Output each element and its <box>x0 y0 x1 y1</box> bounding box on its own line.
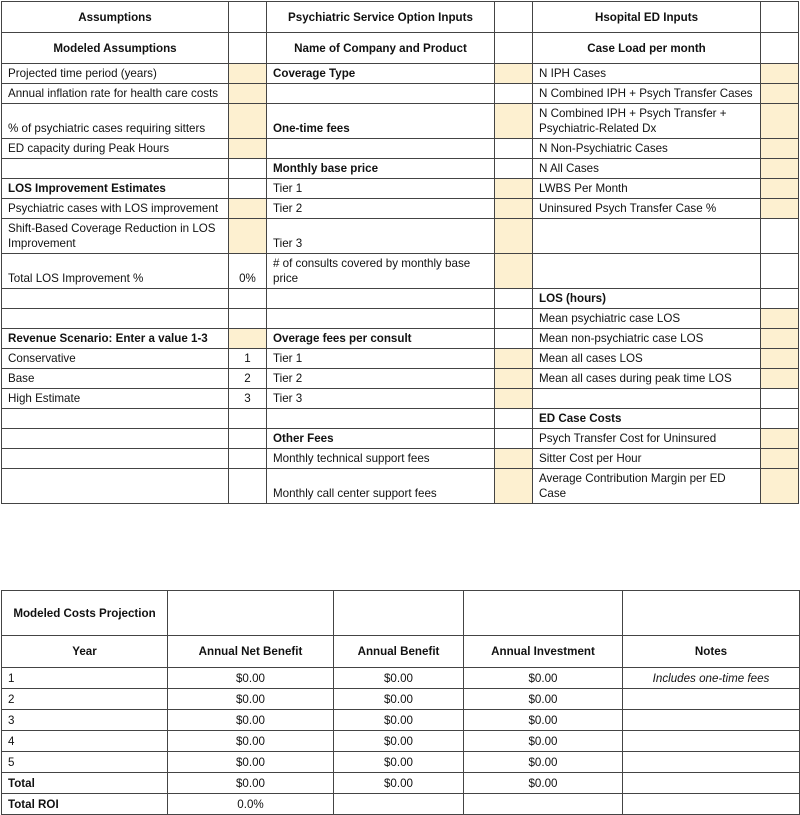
sitter-cost-input[interactable] <box>761 449 799 469</box>
table-row <box>2 668 800 689</box>
n-iph-input[interactable] <box>761 64 799 84</box>
conservative-label: Conservative <box>2 349 229 369</box>
sitter-cost-label: Sitter Cost per Hour <box>533 449 761 469</box>
overage-tier3-input[interactable] <box>495 389 533 409</box>
net-benefit-cell: $0.00 <box>168 752 334 773</box>
projected-period-label: Projected time period (years) <box>2 64 229 84</box>
high-estimate-value: 3 <box>229 389 267 409</box>
year-cell: 3 <box>2 710 168 731</box>
mean-peak-los-label: Mean all cases during peak time LOS <box>533 369 761 389</box>
mean-psych-los-input[interactable] <box>761 309 799 329</box>
total-row <box>2 773 800 794</box>
inputs-table <box>1 1 799 504</box>
shift-based-label: Shift-Based Coverage Reduction in LOS Improvement <box>2 219 229 254</box>
notes-cell <box>623 731 800 752</box>
investment-cell: $0.00 <box>464 668 623 689</box>
company-product-header: Name of Company and Product <box>267 33 495 64</box>
total-los-value: 0% <box>229 254 267 289</box>
psych-transfer-cost-label: Psych Transfer Cost for Uninsured <box>533 429 761 449</box>
col-annual-net-benefit: Annual Net Benefit <box>168 636 334 668</box>
year-cell: 2 <box>2 689 168 710</box>
ed-inputs-header: Hsopital ED Inputs <box>533 2 761 33</box>
table-row <box>2 752 800 773</box>
net-benefit-cell: $0.00 <box>168 689 334 710</box>
benefit-cell: $0.00 <box>334 731 464 752</box>
overage-tier2-input[interactable] <box>495 369 533 389</box>
investment-cell: $0.00 <box>464 752 623 773</box>
uninsured-pct-input[interactable] <box>761 199 799 219</box>
shift-based-input[interactable] <box>229 219 267 254</box>
total-roi-value: 0.0% <box>168 794 334 815</box>
mean-non-psych-los-label: Mean non-psychiatric case LOS <box>533 329 761 349</box>
benefit-cell: $0.00 <box>334 668 464 689</box>
col-notes: Notes <box>623 636 800 668</box>
inflation-input[interactable] <box>229 84 267 104</box>
consults-covered-label: # of consults covered by monthly base price <box>267 254 495 289</box>
mean-peak-los-input[interactable] <box>761 369 799 389</box>
n-combined-dx-label: N Combined IPH + Psych Transfer + Psychiatric-Related Dx <box>533 104 761 139</box>
coverage-type-label: Coverage Type <box>267 64 495 84</box>
case-load-header: Case Load per month <box>533 33 761 64</box>
ed-capacity-label: ED capacity during Peak Hours <box>2 139 229 159</box>
overage-tier1-input[interactable] <box>495 349 533 369</box>
projection-title: Modeled Costs Projection <box>2 591 168 636</box>
benefit-cell: $0.00 <box>334 752 464 773</box>
base-tier1-input[interactable] <box>495 179 533 199</box>
avg-contribution-label: Average Contribution Margin per ED Case <box>533 469 761 504</box>
sitters-pct-label: % of psychiatric cases requiring sitters <box>2 104 229 139</box>
table-row <box>2 710 800 731</box>
base-tier3-input[interactable] <box>495 219 533 254</box>
psych-los-input[interactable] <box>229 199 267 219</box>
high-estimate-label: High Estimate <box>2 389 229 409</box>
one-time-fees-input[interactable] <box>495 104 533 139</box>
assumptions-header: Assumptions <box>2 2 229 33</box>
n-all-label: N All Cases <box>533 159 761 179</box>
overage-fees-label: Overage fees per consult <box>267 329 495 349</box>
call-center-label: Monthly call center support fees <box>267 469 495 504</box>
year-cell: 5 <box>2 752 168 773</box>
projected-period-input[interactable] <box>229 64 267 84</box>
avg-contribution-input[interactable] <box>761 469 799 504</box>
n-non-psych-label: N Non-Psychiatric Cases <box>533 139 761 159</box>
tech-support-input[interactable] <box>495 449 533 469</box>
col-annual-benefit: Annual Benefit <box>334 636 464 668</box>
coverage-type-input[interactable] <box>495 64 533 84</box>
ed-capacity-input[interactable] <box>229 139 267 159</box>
n-iph-label: N IPH Cases <box>533 64 761 84</box>
mean-all-los-input[interactable] <box>761 349 799 369</box>
ed-case-costs-header: ED Case Costs <box>533 409 761 429</box>
table-row <box>2 689 800 710</box>
net-benefit-cell: $0.00 <box>168 668 334 689</box>
notes-cell <box>623 752 800 773</box>
tech-support-label: Monthly technical support fees <box>267 449 495 469</box>
net-benefit-cell: $0.00 <box>168 710 334 731</box>
investment-cell: $0.00 <box>464 731 623 752</box>
total-label: Total <box>2 773 168 794</box>
investment-cell: $0.00 <box>464 710 623 731</box>
notes-cell <box>623 710 800 731</box>
lwbs-label: LWBS Per Month <box>533 179 761 199</box>
base-tier2-input[interactable] <box>495 199 533 219</box>
n-combined-dx-input[interactable] <box>761 104 799 139</box>
year-cell: 1 <box>2 668 168 689</box>
revenue-scenario-input[interactable] <box>229 329 267 349</box>
consults-covered-input[interactable] <box>495 254 533 289</box>
lwbs-input[interactable] <box>761 179 799 199</box>
col-year: Year <box>2 636 168 668</box>
overage-tier1-label: Tier 1 <box>267 349 495 369</box>
mean-non-psych-los-input[interactable] <box>761 329 799 349</box>
investment-cell: $0.00 <box>464 689 623 710</box>
mean-all-los-label: Mean all cases LOS <box>533 349 761 369</box>
psych-transfer-cost-input[interactable] <box>761 429 799 449</box>
uninsured-pct-label: Uninsured Psych Transfer Case % <box>533 199 761 219</box>
year-cell: 4 <box>2 731 168 752</box>
base-label: Base <box>2 369 229 389</box>
psych-los-label: Psychiatric cases with LOS improvement <box>2 199 229 219</box>
conservative-value: 1 <box>229 349 267 369</box>
net-benefit-cell: $0.00 <box>168 731 334 752</box>
monthly-base-price-label: Monthly base price <box>267 159 495 179</box>
benefit-cell: $0.00 <box>334 710 464 731</box>
total-investment: $0.00 <box>464 773 623 794</box>
base-value: 2 <box>229 369 267 389</box>
base-tier1-label: Tier 1 <box>267 179 495 199</box>
notes-cell <box>623 689 800 710</box>
one-time-fees-label: One-time fees <box>267 104 495 139</box>
inflation-label: Annual inflation rate for health care costs <box>2 84 229 104</box>
base-tier2-label: Tier 2 <box>267 199 495 219</box>
table-row <box>2 731 800 752</box>
col-annual-investment: Annual Investment <box>464 636 623 668</box>
los-improvement-header: LOS Improvement Estimates <box>2 179 229 199</box>
total-net-benefit: $0.00 <box>168 773 334 794</box>
total-benefit: $0.00 <box>334 773 464 794</box>
mean-psych-los-label: Mean psychiatric case LOS <box>533 309 761 329</box>
notes-cell: Includes one-time fees <box>623 668 800 689</box>
psych-inputs-header: Psychiatric Service Option Inputs <box>267 2 495 33</box>
roi-row <box>2 794 800 815</box>
modeled-assumptions-header: Modeled Assumptions <box>2 33 229 64</box>
projection-table <box>1 590 800 815</box>
overage-tier3-label: Tier 3 <box>267 389 495 409</box>
n-all-input[interactable] <box>761 159 799 179</box>
base-tier3-label: Tier 3 <box>267 219 495 254</box>
n-combined-input[interactable] <box>761 84 799 104</box>
overage-tier2-label: Tier 2 <box>267 369 495 389</box>
n-combined-label: N Combined IPH + Psych Transfer Cases <box>533 84 761 104</box>
total-roi-label: Total ROI <box>2 794 168 815</box>
call-center-input[interactable] <box>495 469 533 504</box>
los-hours-header: LOS (hours) <box>533 289 761 309</box>
revenue-scenario-label: Revenue Scenario: Enter a value 1-3 <box>2 329 229 349</box>
other-fees-label: Other Fees <box>267 429 495 449</box>
benefit-cell: $0.00 <box>334 689 464 710</box>
total-los-label: Total LOS Improvement % <box>2 254 229 289</box>
n-non-psych-input[interactable] <box>761 139 799 159</box>
sitters-pct-input[interactable] <box>229 104 267 139</box>
